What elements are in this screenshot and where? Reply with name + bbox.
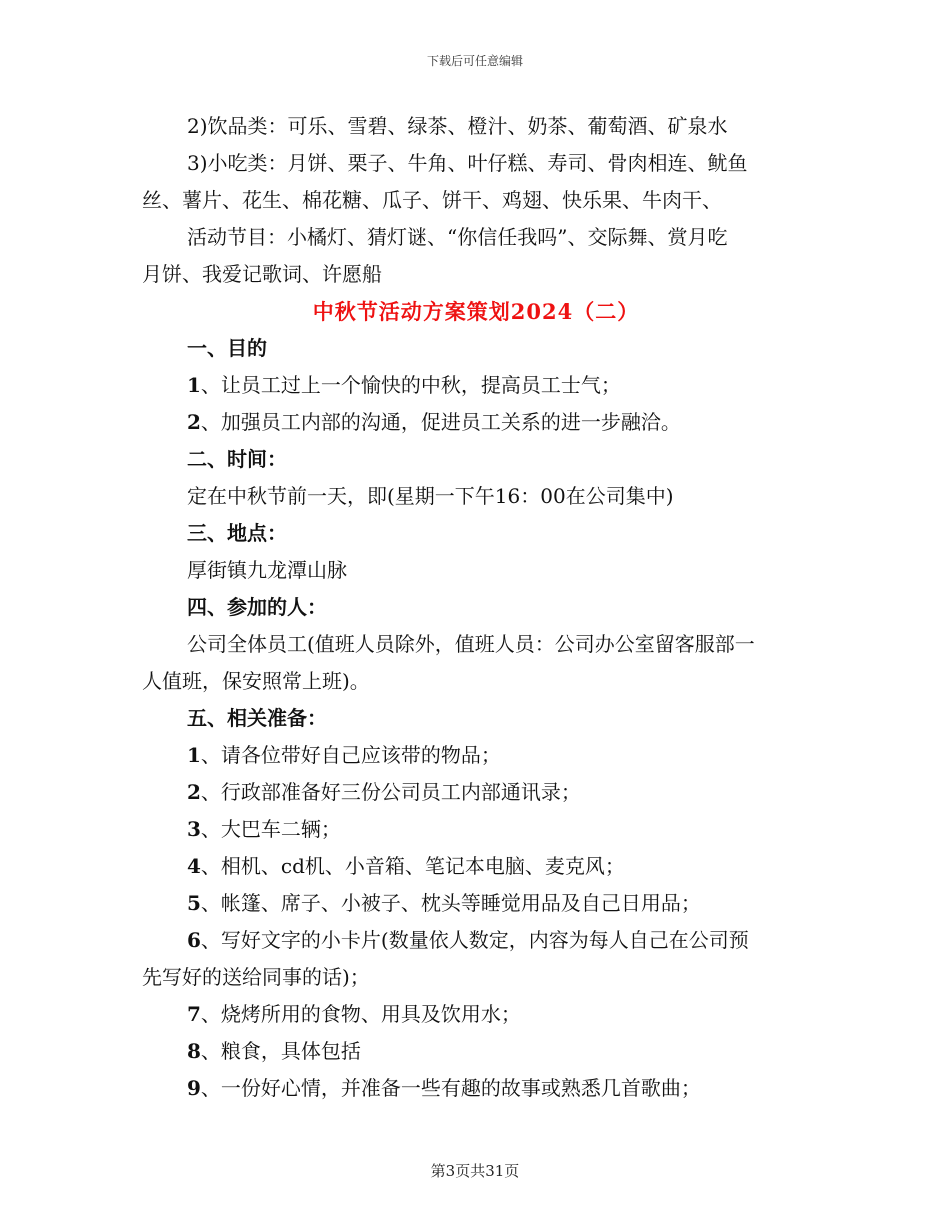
prep-item-8 — [142, 1033, 810, 1070]
prep-item-2 — [142, 774, 810, 811]
item-number: 1 — [187, 743, 201, 767]
place-text: 厚街镇九龙潭山脉 — [187, 558, 347, 582]
page-number: 第3页共31页 — [430, 1162, 520, 1180]
item-text: 、烧烤所用的食物、用具及饮用水； — [200, 1002, 521, 1026]
item-text: 、行政部准备好三份公司员工内部通讯录； — [200, 780, 581, 804]
item-text: 、一份好心情，并准备一些有趣的故事或熟悉几首歌曲； — [200, 1076, 701, 1100]
item-text: 、写好文字的小卡片(数量依人数定，内容为每人自己在公司预 — [200, 928, 749, 952]
purpose-item-2 — [142, 404, 810, 441]
prep-item-4 — [142, 848, 810, 885]
prep-item-7 — [142, 996, 810, 1033]
item-text: 、大巴车二辆； — [200, 817, 341, 841]
item-text: 、粮食，具体包括 — [200, 1039, 361, 1063]
purpose-item-1 — [142, 367, 810, 404]
item-text: 、相机、cd机、小音箱、笔记本电脑、麦克风； — [200, 854, 625, 878]
time-heading: 二、时间： — [187, 447, 287, 471]
program-line-2: 月饼、我爱记歌词、许愿船 — [142, 262, 382, 286]
item-number: 6 — [187, 928, 201, 952]
participants-text-2: 人值班，保安照常上班)。 — [142, 669, 370, 693]
participants-heading: 四、参加的人： — [187, 595, 327, 619]
prep-item-5 — [142, 885, 810, 922]
time-text: 定在中秋节前一天，即(星期一下午16：00在公司集中) — [187, 484, 674, 508]
item-number: 8 — [187, 1039, 201, 1063]
item-number: 4 — [187, 854, 201, 878]
prep-item-6-continued: 先写好的送给同事的话)； — [142, 965, 370, 989]
item-number: 1 — [187, 373, 201, 397]
place-heading: 三、地点： — [187, 521, 287, 545]
prep-heading: 五、相关准备： — [187, 706, 327, 730]
item-text: 、让员工过上一个愉快的中秋，提高员工士气； — [200, 373, 621, 397]
item-text: 、加强员工内部的沟通，促进员工关系的进一步融洽。 — [200, 410, 681, 434]
section-title: 中秋节活动方案策划2024（二） — [312, 299, 640, 324]
prep-item-9 — [142, 1070, 810, 1107]
item-text: 、帐篷、席子、小被子、枕头等睡觉用品及自己日用品； — [200, 891, 701, 915]
prep-item-1 — [142, 737, 810, 774]
item-number: 2 — [187, 410, 201, 434]
item-number: 3 — [187, 817, 201, 841]
participants-text-1: 公司全体员工(值班人员除外，值班人员：公司办公室留客服部一 — [187, 632, 755, 656]
item-number: 5 — [187, 891, 201, 915]
item-number: 2 — [187, 780, 201, 804]
item-number: 7 — [187, 1002, 201, 1026]
document-body — [142, 108, 810, 1107]
header-note: 下载后可任意编辑 — [426, 54, 523, 68]
snacks-line-1: 3)小吃类：月饼、栗子、牛角、叶仔糕、寿司、骨肉相连、鱿鱼 — [187, 151, 748, 175]
drinks-line: 2)饮品类：可乐、雪碧、绿茶、橙汁、奶茶、葡萄酒、矿泉水 — [187, 114, 728, 138]
prep-item-3 — [142, 811, 810, 848]
item-text: 、请各位带好自己应该带的物品； — [200, 743, 501, 767]
program-line-1: 活动节目：小橘灯、猜灯谜、“你信任我吗”、交际舞、赏月吃 — [187, 225, 728, 249]
prep-item-6 — [142, 922, 810, 959]
item-number: 9 — [187, 1076, 201, 1100]
snacks-line-2: 丝、薯片、花生、棉花糖、瓜子、饼干、鸡翅、快乐果、牛肉干、 — [142, 188, 722, 212]
purpose-heading: 一、目的 — [187, 336, 267, 360]
